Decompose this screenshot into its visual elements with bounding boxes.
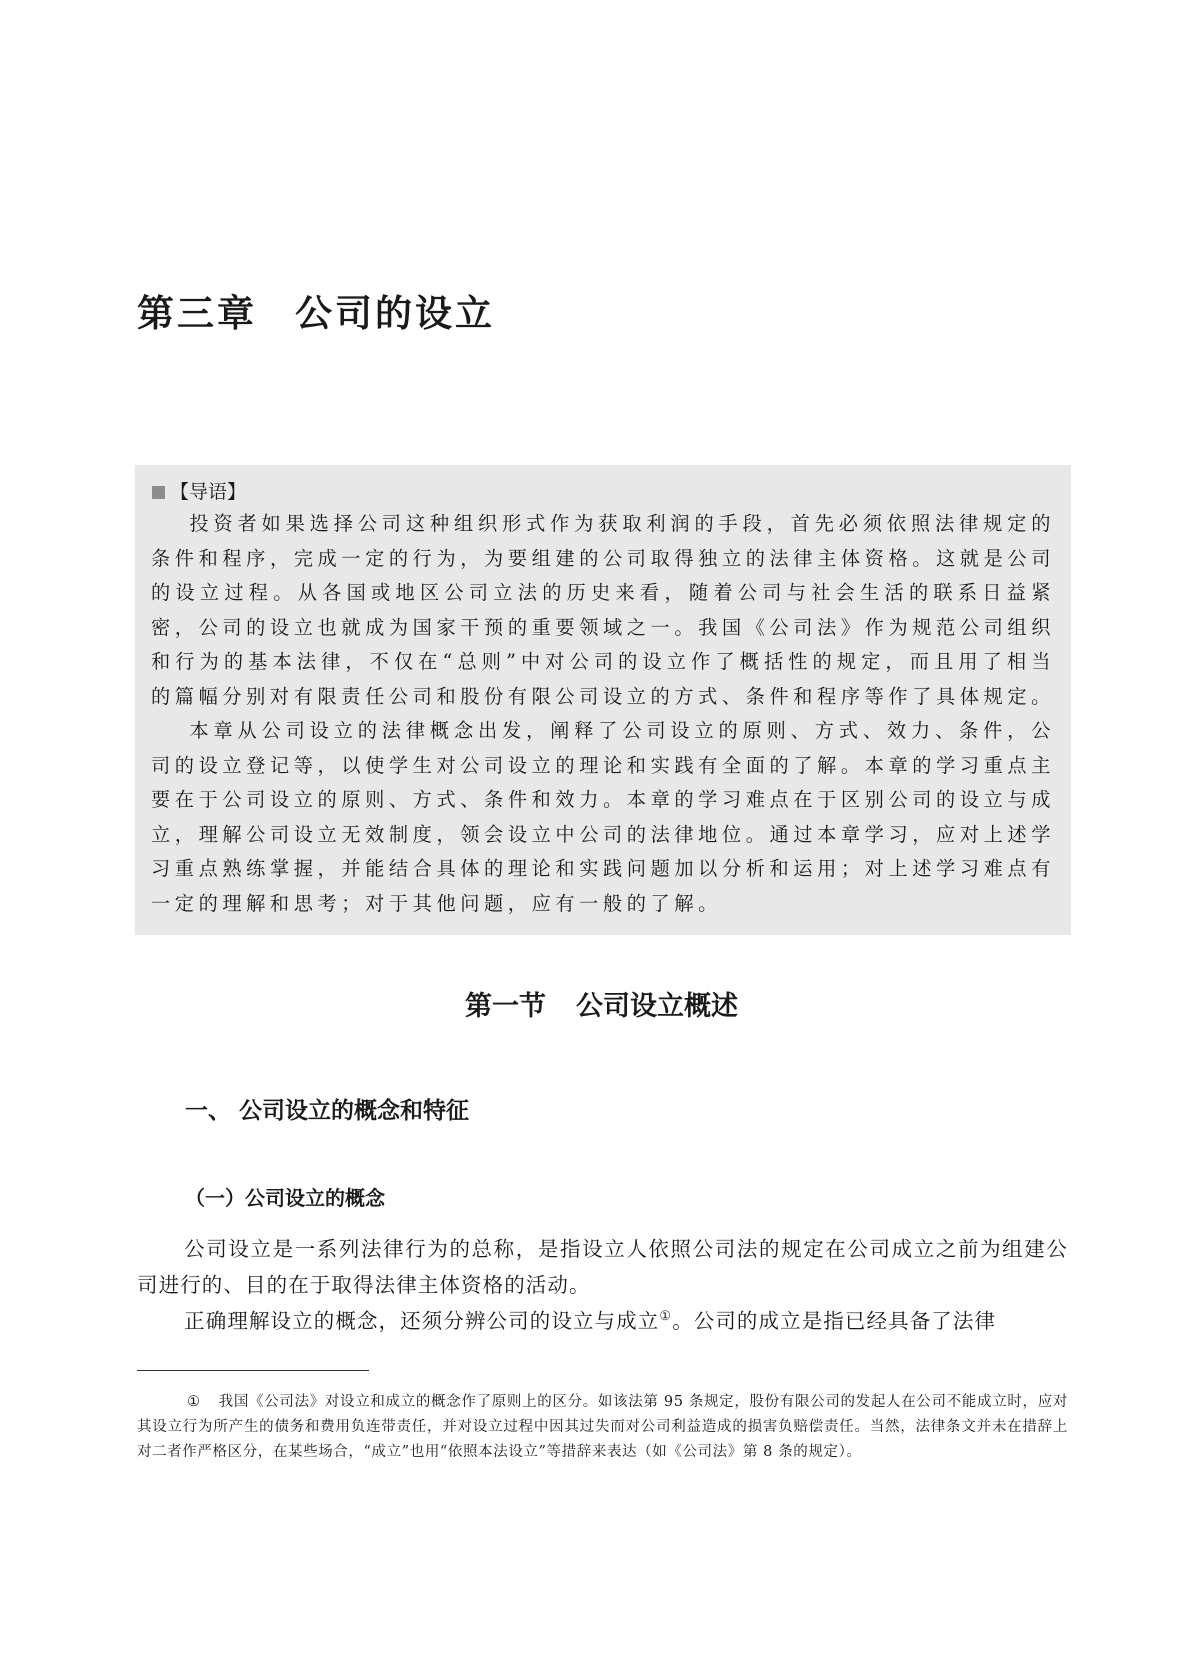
footnote-mark: ① <box>187 1394 201 1410</box>
footnote-reference[interactable]: ① <box>659 1309 673 1325</box>
footnote-divider <box>137 1370 369 1371</box>
body-text <box>137 1231 1068 1339</box>
body-paragraph-2-end: 。公司的成立是指已经具备了法律 <box>672 1309 997 1333</box>
section-number: 第一节 <box>465 991 546 1022</box>
chapter-number: 第三章 <box>137 292 257 335</box>
intro-paragraph-1: 投资者如果选择公司这种组织形式作为获取利润的手段，首先必须依照法律规定的条件和程序，完成一定的行为，为要组建的公司取得独立的法律主体资格。这就是公司的设立过程。从各国或地区公司立法的历史来看，随着公司与社会生活的联系日益紧密，公司的设立也就成为国家干预的重要领域之一。我国《公司法》作为规范公司组织和行为的基本法律，不仅在“总则”中对公司的设立作了概括性的规定，而且用了相当的篇幅分别对有限责任公司和股份有限公司设立的方式、条件和程序等作了具体规定。 <box>151 512 1055 708</box>
chapter-title <box>137 283 495 337</box>
chapter-name: 公司的设立 <box>295 292 495 335</box>
body-paragraph-2-start: 正确理解设立的概念，还须分辨公司的设立与成立 <box>184 1309 660 1333</box>
footnote <box>137 1390 1068 1465</box>
intro-heading-label: 【导语】 <box>170 481 247 503</box>
intro-box <box>135 465 1071 935</box>
subsubsection-title: （一）公司设立的概念 <box>185 1186 385 1210</box>
intro-paragraph-2: 本章从公司设立的法律概念出发，阐释了公司设立的原则、方式、效力、条件，公司的设立登记等，以使学生对公司设立的理论和实践有全面的了解。本章的学习重点主要在于公司设立的原则、方式、条件和效力。本章的学习难点在于区别公司的设立与成立，理解公司设立无效制度，领会设立中公司的法律地位。通过本章学习，应对上述学习重点熟练掌握，并能结合具体的理论和实践问题加以分析和运用；对上述学习难点有一定的理解和思考；对于其他问题，应有一般的了解。 <box>151 719 1055 915</box>
square-bullet-icon <box>152 486 165 499</box>
body-paragraph-2 <box>137 1303 1068 1339</box>
body-paragraph-1: 公司设立是一系列法律行为的总称，是指设立人依照公司法的规定在公司成立之前为组建公司进行的、目的在于取得法律主体资格的活动。 <box>137 1237 1068 1297</box>
intro-heading <box>151 477 1055 507</box>
section-title <box>0 984 1203 1023</box>
footnote-text: 我国《公司法》对设立和成立的概念作了原则上的区分。如该法第 95 条规定，股份有限公司的发起人在公司不能成立时，应对其设立行为所产生的债务和费用负连带责任，并对设立过程中因其过失而对公司利益造成的损害负赔偿责任。当然，法律条文并未在措辞上对二者作严格区分，在某些场合，“成立”也用“依照本法设立”等措辞来表达（如《公司法》第 8 条的规定）。 <box>137 1394 1068 1460</box>
section-name: 公司设立概述 <box>576 991 738 1022</box>
subsection-title: 一、 公司设立的概念和特征 <box>185 1097 470 1124</box>
